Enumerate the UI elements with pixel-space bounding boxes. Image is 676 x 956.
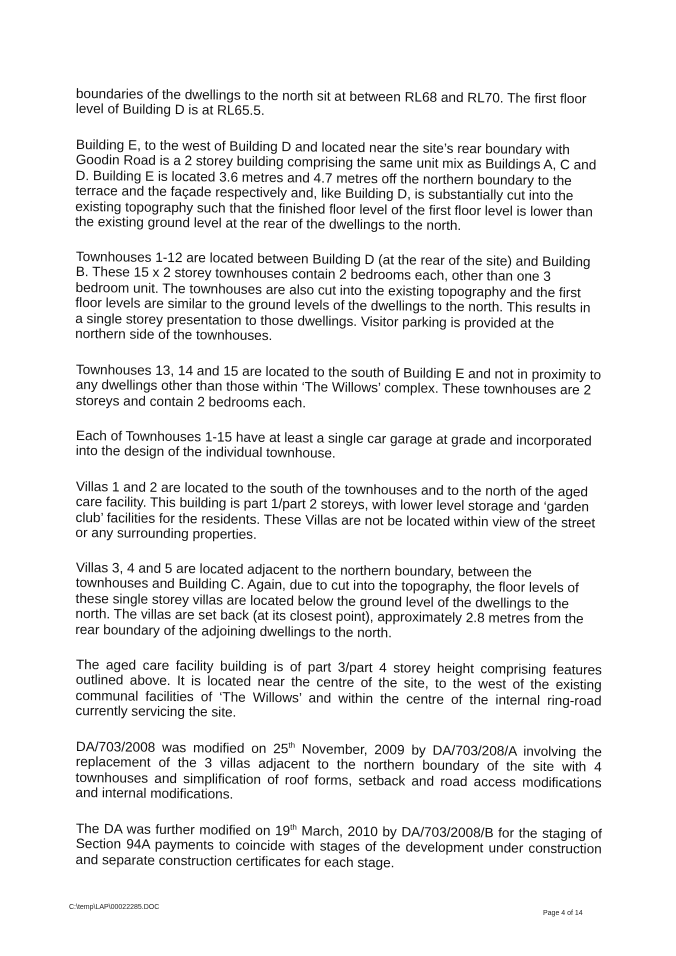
footer-page-number: Page 4 of 14 — [543, 910, 583, 917]
paragraph-villas-1-2: Villas 1 and 2 are located to the south of the townhouses and to the north of the aged care facility. This building is part 1/part 2 storeys, with lower level storage and ‘garden club’ facilities for the residents. These Villas are not be located within view of the street or any surrounding properties. — [75, 478, 596, 542]
footer-file-path: C:\temp\LAP\00022285.DOC — [69, 904, 160, 911]
paragraph-building-d-levels: boundaries of the dwellings to the north sit at between RL68 and RL70. The first floor level of Building D is at RL65.5. — [75, 86, 587, 119]
paragraph-townhouses-13-15: Townhouses 13, 14 and 15 are located to the south of Building E and not in proximity to any dwellings other than those within ‘The Willows’ complex. These townhouses are 2 storeys and contain 2 bedrooms each. — [75, 361, 602, 410]
paragraph-aged-care-facility: The aged care facility building is of part 3/part 4 storey height comprising features outlined above. It is located near the centre of the site, to the west of the existing communal facilities of ‘The Willows’ and within the centre of the internal ring-road currently servicing the site. — [75, 657, 602, 721]
da-mod-a-superscript: th — [288, 740, 296, 750]
paragraph-da-modification-b — [76, 821, 602, 873]
da-mod-b-superscript: th — [290, 822, 297, 832]
da-mod-a-before: DA/703/2008 was modified on 25 — [75, 739, 289, 757]
document-page — [76, 86, 602, 887]
da-mod-b-after: March, 2010 by DA/703/2008/B for the staging of Section 94A payments to coincide with stages of the development under construction and separate construction certificates for each stage. — [75, 822, 602, 870]
paragraph-villas-3-5: Villas 3, 4 and 5 are located adjacent to the northern boundary, between the townhouses and Building C. Again, due to cut into the topography, the floor levels of these single storey villas are located below the ground level of the dwellings to the north. The villas are set back (at its closest point), approximately 2.8 metres from the rear boundary of the adjoining dwellings to the north. — [75, 560, 584, 641]
paragraph-townhouses-1-12: Townhouses 1-12 are located between Building D (at the rear of the site) and Building B. These 15 x 2 storey townhouses contain 2 bedrooms each, other than one 3 bedroom unit. The townhouses are also cut into the existing topography and the first floor levels are similar to the ground levels of the dwellings to the north. This results in a single storey presentation to those dwellings. Visitor parking is provided at the northern side of the townhouses. — [75, 249, 591, 344]
paragraph-da-modification-a — [75, 739, 602, 806]
da-mod-a-after: November, 2009 by DA/703/208/A involving the replacement of the 3 villas adjacent to the northern boundary of the site with 4 townhouses and simplification of roof forms, setback and road access modifications and internal modifications. — [75, 741, 602, 802]
paragraph-building-e: Building E, to the west of Building D and located near the site’s rear boundary with Goodin Road is a 2 storey building comprising the same unit mix as Buildings A, C and D. Building E is located 3.6 metres and 4.7 metres off the northern boundary to the terrace and the façade respectively and, like Building D, is substantially cut into the existing topography such that the finished floor level of the first floor level is lower than the existing ground level at the rear of the dwellings to the north. — [75, 136, 597, 233]
da-mod-b-before: The DA was further modified on 19 — [75, 820, 291, 838]
paragraph-townhouse-garages: Each of Townhouses 1-15 have at least a single car garage at grade and incorporated into the design of the individual townhouse. — [75, 427, 592, 462]
